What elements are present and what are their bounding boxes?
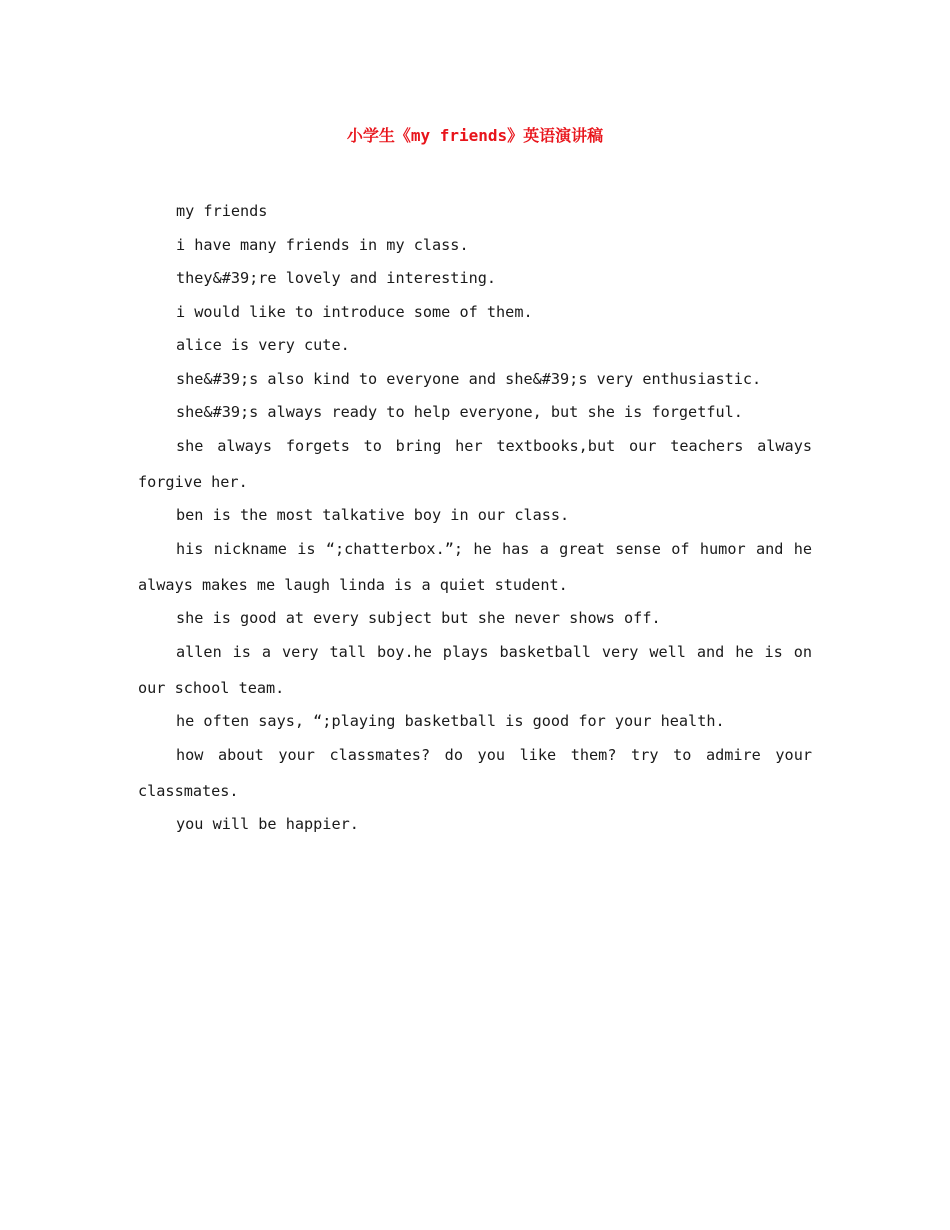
paragraph: they&#39;re lovely and interesting. (176, 269, 497, 287)
paragraph: my friends (176, 202, 268, 220)
paragraph: he often says, “;playing basketball is good for your health. (176, 712, 725, 730)
paragraph: ben is the most talkative boy in our class. (176, 506, 570, 524)
paragraph: she&#39;s also kind to everyone and she&#39;s very enthusiastic. (176, 369, 762, 388)
paragraph: she always forgets to bring her textbooks,but our teachers always forgive her. (138, 436, 812, 491)
paragraph: she is good at every subject but she never shows off. (176, 609, 661, 627)
paragraph: his nickname is “;chatterbox.”; he has a great sense of humor and he always makes me laugh linda is a quiet student. (138, 539, 812, 594)
paragraph: she&#39;s always ready to help everyone, but she is forgetful. (176, 403, 743, 421)
paragraph: i would like to introduce some of them. (176, 302, 533, 321)
paragraph: allen is a very tall boy.he plays basketball very well and he is on our school team. (138, 642, 812, 697)
paragraph: alice is very cute. (176, 336, 350, 354)
document-title: 小学生《my friends》英语演讲稿 (346, 126, 604, 145)
paragraph: i have many friends in my class. (176, 235, 469, 254)
paragraph: you will be happier. (176, 815, 359, 833)
document-body (138, 193, 812, 840)
paragraph: how about your classmates? do you like them? try to admire your classmates. (138, 745, 812, 800)
